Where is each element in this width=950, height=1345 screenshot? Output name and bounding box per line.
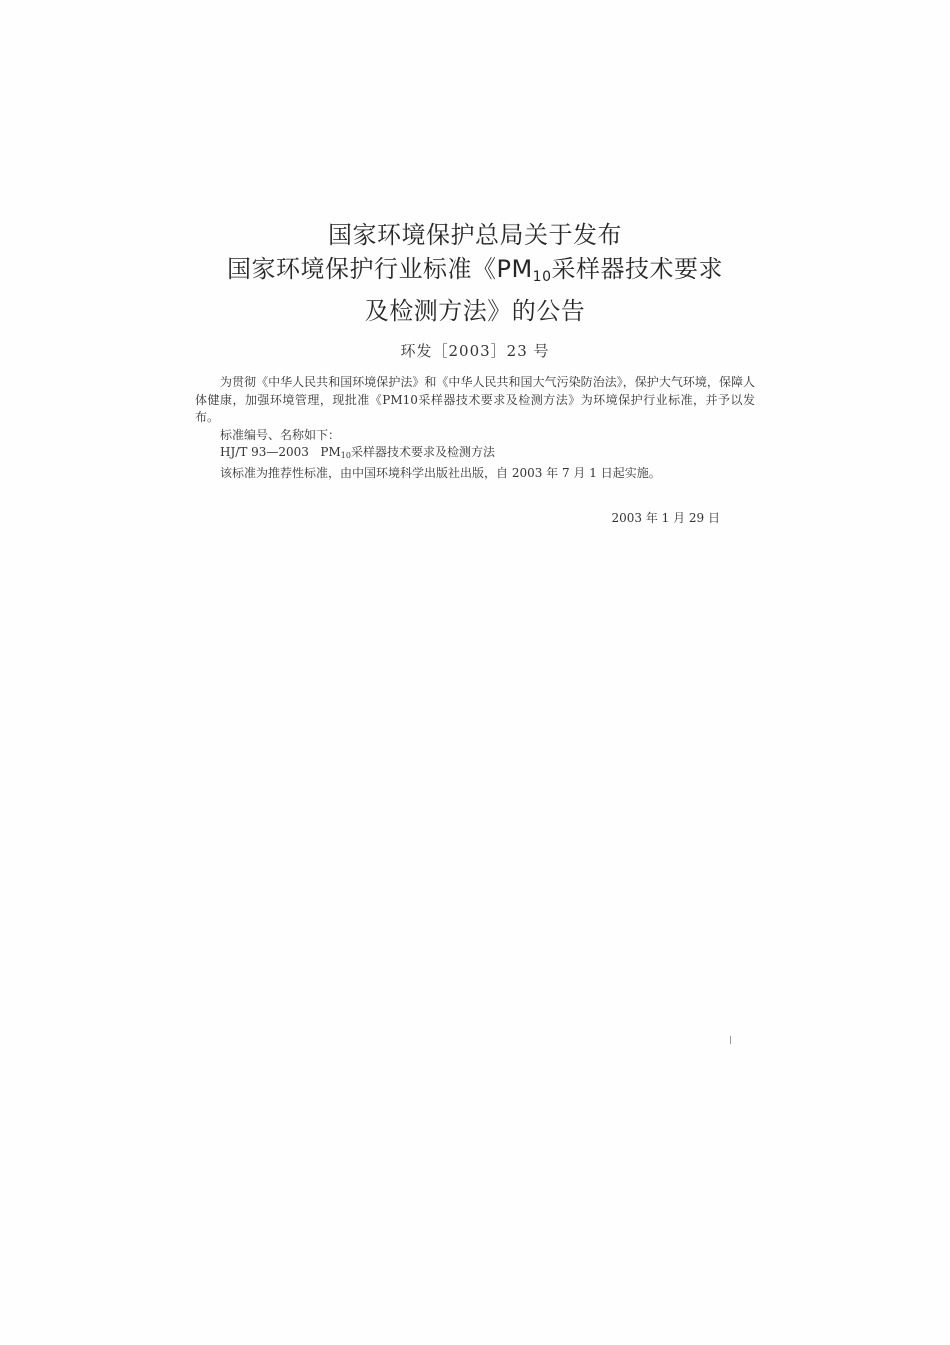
scan-mark: [730, 1036, 731, 1044]
standard-entry: [195, 444, 755, 465]
title-line-2-subscript: 10: [532, 269, 552, 285]
standard-code: HJ/T 93—2003: [220, 445, 309, 459]
title-line-2: [0, 252, 950, 294]
title-line-1: 国家环境保护总局关于发布: [328, 221, 622, 249]
title-line-2-prefix: 国家环境保护行业标准《PM: [226, 255, 533, 283]
document-number: 环发［2003］23 号: [400, 342, 550, 360]
standard-name-suffix: 采样器技术要求及检测方法: [350, 445, 495, 459]
standard-name-subscript: 10: [340, 451, 351, 460]
title-line-3: 及检测方法》的公告: [364, 297, 586, 325]
standard-name-prefix: PM: [320, 445, 341, 459]
effective-statement: 该标准为推荐性标准，由中国环境科学出版社出版，自 2003 年 7 月 1 日起实施。: [220, 465, 661, 480]
announcement-title: [0, 218, 950, 328]
list-intro: 标准编号、名称如下：: [220, 427, 341, 442]
title-line-2-suffix: 采样器技术要求: [551, 255, 723, 283]
announcement-body: [195, 374, 755, 482]
issue-date: 2003 年 1 月 29 日: [611, 511, 720, 525]
body-paragraph-1: 为贯彻《中华人民共和国环境保护法》和《中华人民共和国大气污染防治法》，保护大气环境，保障人体健康，加强环境管理，现批准《PM10采样器技术要求及检测方法》为环境保护行业标准，并予以发布。: [195, 375, 755, 424]
